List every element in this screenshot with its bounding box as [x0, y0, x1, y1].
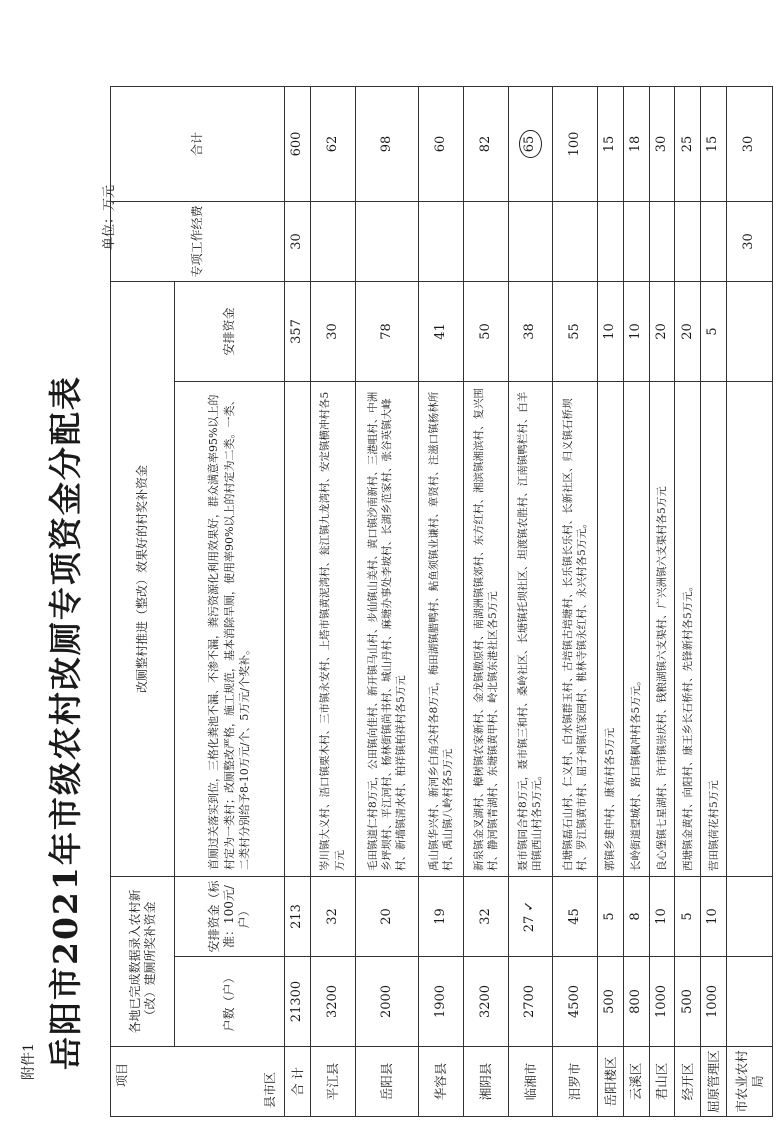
allocated-cell: 10 — [649, 876, 675, 956]
allocated-cell: 20 — [355, 876, 419, 956]
households-cell: 1000 — [649, 957, 675, 1047]
header-improve-group: 改厕整村推进（整改）效果好的村奖补资金 — [111, 281, 175, 876]
county-cell: 平江县 — [310, 1047, 355, 1117]
allocated-cell: 5 — [675, 876, 701, 956]
header-project: 项目 — [115, 1063, 129, 1088]
total-cell: 30 — [727, 86, 773, 201]
work-funds-cell — [701, 201, 727, 281]
table-row — [355, 86, 419, 1116]
table-row — [310, 86, 355, 1116]
header-improve-alloc: 安排资金 — [175, 281, 285, 381]
county-cell: 汨罗市 — [553, 1047, 598, 1117]
total-cell: 30 — [649, 86, 675, 201]
households-cell: 1900 — [419, 957, 464, 1047]
allocated-cell: 32 — [310, 876, 355, 956]
header-total: 合计 — [111, 86, 285, 201]
total-cell: 15 — [701, 86, 727, 201]
table-row — [508, 86, 553, 1116]
attachment-label: 附件1 — [21, 1043, 37, 1080]
households-cell: 2000 — [355, 957, 419, 1047]
detail-cell: 毛田镇道仁村8万元，公田镇向佳村、新开镇马山村、步仙镇山美村、黄口镇沙南新村、三港咀村、中洲乡坪坝村、平江河村、杨林街镇尚书村、城山丹村、麻塘办事处李坡村、长湖乡范家村、张谷英镇大峰村、新墙镇清水村、柏祥镇柏祥村各5万元 — [355, 381, 419, 876]
checkmark-icon: ✓ — [522, 900, 538, 916]
improve-alloc-cell: 357 — [285, 281, 311, 381]
improve-alloc-cell: 38 — [508, 281, 553, 381]
detail-cell — [727, 381, 773, 876]
allocated-cell: 45 — [553, 876, 598, 956]
total-cell: 98 — [355, 86, 419, 201]
header-allocated: 安排资金（标准：100元/户） — [175, 876, 285, 956]
households-cell: 800 — [623, 957, 649, 1047]
county-cell: 君山区 — [649, 1047, 675, 1117]
detail-cell: 新泉镇金叉湖村、樟树镇农家新村、金龙镇傲原村、南湖洲镇镇郊村、东方红村、湘滨镇湘滨村、复兴围村、静河镇青湖村、东塘镇黄甲村、岭北镇东港社区各5万元 — [463, 381, 508, 876]
improve-alloc-cell: 10 — [623, 281, 649, 381]
detail-cell: 岑川镇大义村、浯口镇栗木村、三市镇永安村、上塔市镇黄泥湾村、瓮江镇九龙湾村、安定镇横冲村各5万元 — [310, 381, 355, 876]
county-cell: 经开区 — [675, 1047, 701, 1117]
header-data-group: 各地已完成数据录入农村新（改）建厕所奖补资金 — [111, 876, 175, 1046]
work-funds-cell — [623, 201, 649, 281]
work-funds-cell — [649, 201, 675, 281]
total-cell: 100 — [553, 86, 598, 201]
work-funds-cell: 30 — [727, 201, 773, 281]
allocated-cell — [508, 876, 553, 956]
table-row — [701, 86, 727, 1116]
detail-cell: 禹山镇华兴村、新河乡白角尖村各8万元，梅田湖镇腊鸭村、鲇鱼须镇业谦村、章贤村、注滋口镇杨林所村、禹山镇八岭村各5万元 — [419, 381, 464, 876]
work-funds-cell — [463, 201, 508, 281]
table-row — [419, 86, 464, 1116]
improve-alloc-cell: 20 — [649, 281, 675, 381]
header-improve-desc: 首厕过关落实到位，三格化粪池不漏、不渗不漏，粪污资源化利用效果好，群众满意率95%以上的村定为一类村；改厕整改严格，施工规范，基本消除旱厕，使用率90%以上的村定为二类。一类、二类村分别给予8-10万元/个、5万元/个奖补。 — [175, 381, 285, 876]
households-cell: 500 — [598, 957, 624, 1047]
total-cell — [508, 86, 553, 201]
county-cell: 湘阴县 — [463, 1047, 508, 1117]
work-funds-cell — [508, 201, 553, 281]
table-row — [649, 86, 675, 1116]
table-row — [727, 86, 773, 1116]
improve-alloc-cell: 50 — [463, 281, 508, 381]
total-cell: 600 — [285, 86, 311, 201]
table-row — [675, 86, 701, 1116]
county-cell: 合 计 — [285, 1047, 311, 1117]
detail-cell: 良心堡镇七星湖村、许市镇崇庆村、钱粮湖镇六支渠村、广兴洲镇六支渠村各5万元 — [649, 381, 675, 876]
allocation-table-container — [110, 87, 773, 1117]
total-cell: 15 — [598, 86, 624, 201]
total-cell: 18 — [623, 86, 649, 201]
improve-alloc-cell: 78 — [355, 281, 419, 381]
improve-alloc-cell — [727, 281, 773, 381]
households-cell: 500 — [675, 957, 701, 1047]
households-cell: 3200 — [310, 957, 355, 1047]
work-funds-cell: 30 — [285, 201, 311, 281]
detail-cell: 长岭街道望城村、路口镇枫冲村各5万元。 — [623, 381, 649, 876]
header-project-county — [111, 1047, 285, 1117]
header-work-funds: 专项工作经费 — [111, 201, 285, 281]
county-cell: 屈原管理区 — [701, 1047, 727, 1117]
total-cell: 62 — [310, 86, 355, 201]
households-cell: 3200 — [463, 957, 508, 1047]
detail-cell — [285, 381, 311, 876]
detail-cell: 西塘镇金黄村、向阳村、康王乡长石桥村、先锋新村各5万元。 — [675, 381, 701, 876]
allocated-cell: 8 — [623, 876, 649, 956]
allocated-cell: 19 — [419, 876, 464, 956]
county-cell: 云溪区 — [623, 1047, 649, 1117]
work-funds-cell — [310, 201, 355, 281]
households-cell — [727, 957, 773, 1047]
circled-total: 65 — [519, 130, 541, 159]
work-funds-cell — [419, 201, 464, 281]
work-funds-cell — [598, 201, 624, 281]
table-row-total — [285, 86, 311, 1116]
households-cell: 2700 — [508, 957, 553, 1047]
total-cell: 25 — [675, 86, 701, 201]
table-row — [623, 86, 649, 1116]
allocated-cell: 213 — [285, 876, 311, 956]
table-row — [463, 86, 508, 1116]
allocated-cell — [727, 876, 773, 956]
households-cell: 1000 — [701, 957, 727, 1047]
total-cell: 82 — [463, 86, 508, 201]
improve-alloc-cell: 5 — [701, 281, 727, 381]
improve-alloc-cell: 55 — [553, 281, 598, 381]
total-cell: 60 — [419, 86, 464, 201]
header-county: 县市区 — [263, 1071, 277, 1108]
county-cell: 岳阳楼区 — [598, 1047, 624, 1117]
header-households: 户数（户） — [175, 957, 285, 1047]
allocated-cell: 32 — [463, 876, 508, 956]
work-funds-cell — [553, 201, 598, 281]
allocated-cell: 5 — [598, 876, 624, 956]
allocated-cell: 10 — [701, 876, 727, 956]
detail-cell: 郭镇乡建中村、康布村各5万元 — [598, 381, 624, 876]
households-cell: 21300 — [285, 957, 311, 1047]
unit-label: 单位：万元 — [102, 184, 117, 250]
table-row — [598, 86, 624, 1116]
households-cell: 4500 — [553, 957, 598, 1047]
county-cell: 岳阳县 — [355, 1047, 419, 1117]
improve-alloc-cell: 30 — [310, 281, 355, 381]
improve-alloc-cell: 41 — [419, 281, 464, 381]
allocation-table — [110, 86, 773, 1117]
work-funds-cell — [675, 201, 701, 281]
improve-alloc-cell: 10 — [598, 281, 624, 381]
county-cell: 临湘市 — [508, 1047, 553, 1117]
page-title: 岳阳市2021年市级农村改厕专项资金分配表 — [46, 375, 85, 1070]
work-funds-cell — [355, 201, 419, 281]
detail-cell: 聂市镇同合村8万元，聂市镇三和村、桑岭社区、长塘镇托坝社区、坦渡镇农胜村、江南镇鸭栏村、白羊田镇西山村各5万元。 — [508, 381, 553, 876]
table-row — [553, 86, 598, 1116]
detail-cell: 白塘镇磊石山村、仁义村、白水镇群玉村、古培镇古培塘村、长乐镇长乐村、长新社区、归义镇石桥坝村、罗江镇黄市村、屈子祠镇范家园村、桃林寺镇永红村、永兴村各5万元。 — [553, 381, 598, 876]
detail-cell: 营田镇荷花村5万元 — [701, 381, 727, 876]
county-cell: 市农业农村局 — [727, 1047, 773, 1117]
allocated-value: 27 — [522, 915, 538, 933]
improve-alloc-cell: 20 — [675, 281, 701, 381]
county-cell: 华容县 — [419, 1047, 464, 1117]
